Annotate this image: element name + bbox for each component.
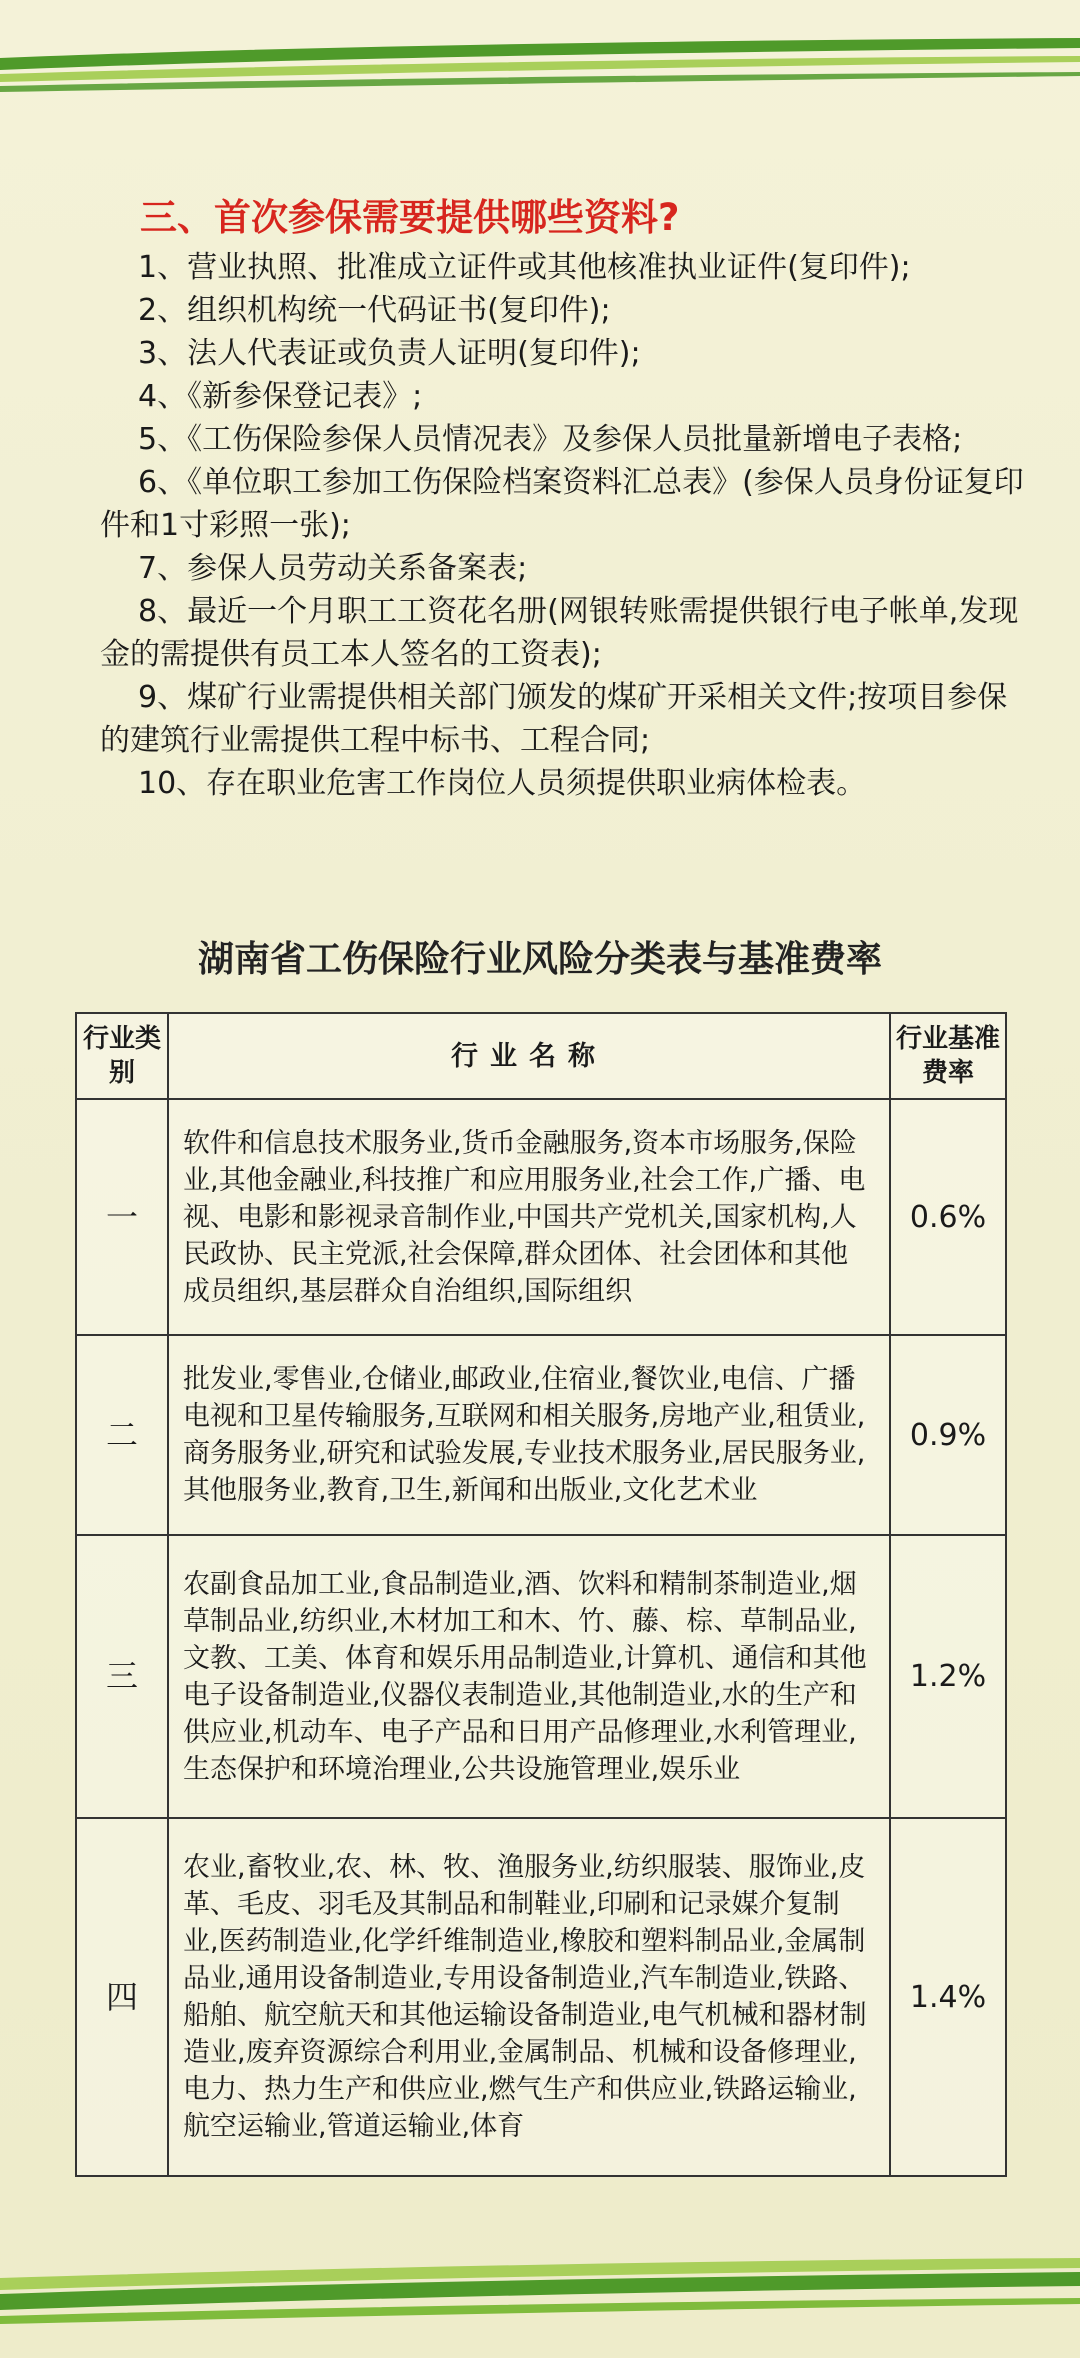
row-industries: 批发业,零售业,仓储业,邮政业,住宿业,餐饮业,电信、广播电视和卫星传输服务,互联网和相关服务,房地产业,租赁业,商务服务业,研究和试验发展,专业技术服务业,居民服务业,其他服务业,教育,卫生,新闻和出版业,文化艺术业 — [168, 1335, 890, 1535]
list-item: 2、组织机构统一代码证书(复印件); — [138, 293, 611, 328]
table-row — [76, 1099, 1006, 1335]
row-rate: 1.4% — [890, 1818, 1006, 2176]
row-industries: 农业,畜牧业,农、林、牧、渔服务业,纺织服装、服饰业,皮革、毛皮、羽毛及其制品和制鞋业,印刷和记录媒介复制业,医药制造业,化学纤维制造业,橡胶和塑料制品业,金属制品业,通用设备制造业,专用设备制造业,汽车制造业,铁路、船舶、航空航天和其他运输设备制造业,电气机械和器材制造业,废弃资源综合利用业,金属制品、机械和设备修理业,电力、热力生产和供应业,燃气生产和供应业,铁路运输业,航空运输业,管道运输业,体育 — [168, 1818, 890, 2176]
list-item: 1、营业执照、批准成立证件或其他核准执业证件(复印件); — [138, 250, 911, 285]
bottom-decorative-stripes — [0, 2238, 1080, 2358]
list-item: 10、存在职业危害工作岗位人员须提供职业病体检表。 — [138, 766, 867, 801]
table-row — [76, 1818, 1006, 2176]
list-item: 8、最近一个月职工工资花名册(网银转账需提供银行电子帐单,发现金的需提供有员工本人签名的工资表); — [100, 594, 1019, 672]
row-rate: 1.2% — [890, 1535, 1006, 1818]
top-decorative-stripes — [0, 0, 1080, 110]
header-rate: 行业基准费率 — [890, 1013, 1006, 1099]
row-industries: 农副食品加工业,食品制造业,酒、饮料和精制茶制造业,烟草制品业,纺织业,木材加工和木、竹、藤、棕、草制品业,文教、工美、体育和娱乐用品制造业,计算机、通信和其他电子设备制造业,仪器仪表制造业,其他制造业,水的生产和供应业,机动车、电子产品和日用产品修理业,水利管理业,生态保护和环境治理业,公共设施管理业,娱乐业 — [168, 1535, 890, 1818]
row-industries: 软件和信息技术服务业,货币金融服务,资本市场服务,保险业,其他金融业,科技推广和应用服务业,社会工作,广播、电视、电影和影视录音制作业,中国共产党机关,国家机构,人民政协、民主党派,社会保障,群众团体、社会团体和其他成员组织,基层群众自治组织,国际组织 — [168, 1099, 890, 1335]
requirements-list — [100, 246, 1030, 805]
section-title: 三、首次参保需要提供哪些资料? — [140, 196, 680, 239]
list-item: 4、《新参保登记表》; — [138, 379, 423, 414]
row-category: 四 — [76, 1818, 168, 2176]
row-category: 三 — [76, 1535, 168, 1818]
row-rate: 0.6% — [890, 1099, 1006, 1335]
row-category: 二 — [76, 1335, 168, 1535]
table-title: 湖南省工伤保险行业风险分类表与基准费率 — [197, 939, 882, 980]
list-item: 9、煤矿行业需提供相关部门颁发的煤矿开采相关文件;按项目参保的建筑行业需提供工程中标书、工程合同; — [100, 680, 1008, 758]
risk-rate-table — [75, 1012, 1007, 2177]
table-header-row — [76, 1013, 1006, 1099]
header-name: 行业名称 — [168, 1013, 890, 1099]
table-row — [76, 1535, 1006, 1818]
table-row — [76, 1335, 1006, 1535]
header-category: 行业类别 — [76, 1013, 168, 1099]
list-item: 7、参保人员劳动关系备案表; — [138, 551, 528, 586]
list-item: 3、法人代表证或负责人证明(复印件); — [138, 336, 641, 371]
list-item: 5、《工伤保险参保人员情况表》及参保人员批量新增电子表格; — [138, 422, 963, 457]
row-rate: 0.9% — [890, 1335, 1006, 1535]
row-category: 一 — [76, 1099, 168, 1335]
list-item: 6、《单位职工参加工伤保险档案资料汇总表》(参保人员身份证复印件和1寸彩照一张); — [100, 465, 1024, 543]
